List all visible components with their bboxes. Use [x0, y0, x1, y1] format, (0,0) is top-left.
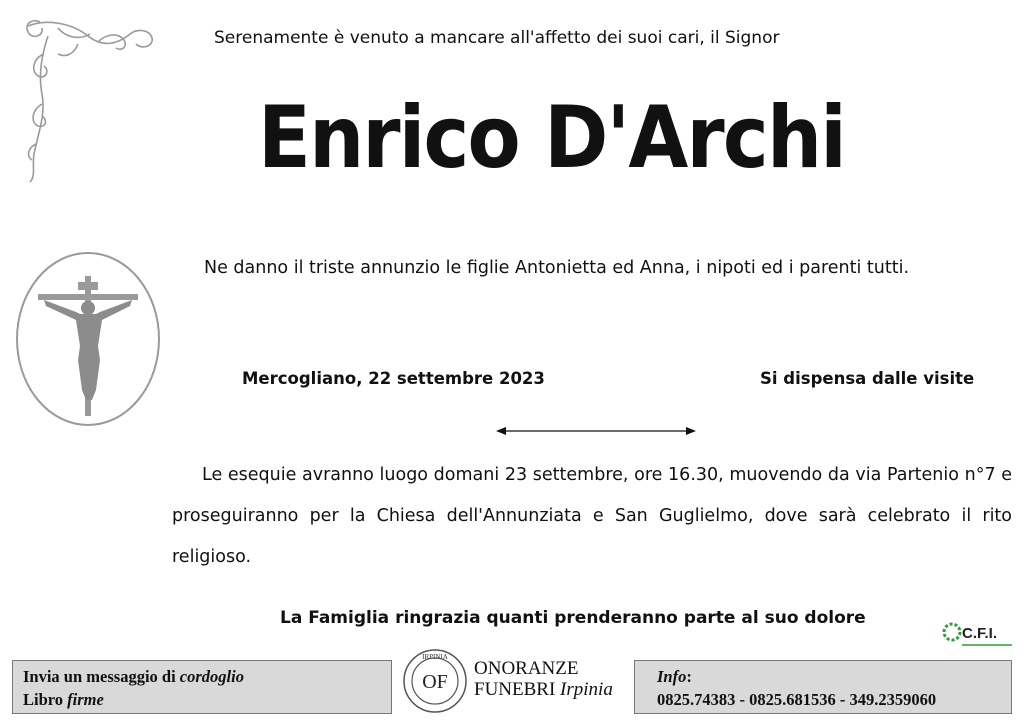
thanks-text: La Famiglia ringrazia quanti prenderanno parte al suo dolore: [280, 608, 866, 628]
info-label: [657, 665, 989, 688]
intro-text: Serenamente è venuto a mancare all'affetto dei suoi cari, il Signor: [214, 28, 780, 48]
company-name: [474, 658, 613, 700]
deceased-name: Enrico D'Archi: [258, 88, 846, 188]
book-prefix: Libro: [23, 690, 68, 709]
phone-numbers[interactable]: 0825.74383 - 0825.681536 - 349.2359060: [657, 690, 937, 709]
company-line-2-prefix: FUNEBRI: [474, 679, 561, 700]
company-logo-icon: [402, 648, 468, 714]
condolence-prefix: Invia un messaggio di: [23, 667, 180, 686]
book-word: firme: [67, 690, 104, 709]
announcement-text: Ne danno il triste annunzio le figlie Antonietta ed Anna, i nipoti ed i parenti tutti.: [204, 258, 910, 278]
place-date: Mercogliano, 22 settembre 2023: [242, 369, 545, 388]
company-line-2: [474, 679, 613, 700]
company-line-1: ONORANZE: [474, 658, 579, 679]
logo-monogram: OF: [422, 671, 448, 693]
cfi-logo: [940, 620, 1016, 650]
visits-note: Si dispensa dalle visite: [760, 369, 975, 388]
info-label-word: Info: [657, 667, 687, 686]
condolence-word: cordoglio: [179, 667, 244, 686]
cfi-logo-text: C.F.I.: [962, 625, 998, 642]
company-line-2-word: Irpinia: [560, 679, 613, 700]
funeral-details: Le esequie avranno luogo domani 23 settembre, ore 16.30, muovendo da via Partenio n°7 e proseguiranno per la Chiesa dell'Annunziata e San Guglielmo, dove sarà celebrato il rito religioso.: [172, 465, 1012, 567]
double-arrow-icon: [494, 423, 698, 439]
info-box: [634, 660, 1012, 714]
condolence-link[interactable]: [23, 665, 381, 688]
crucifix-icon: [14, 250, 162, 428]
logo-ring-text: IRPINIA: [422, 653, 448, 661]
condolence-box[interactable]: [12, 660, 392, 714]
guestbook-link[interactable]: [23, 688, 381, 711]
info-label-colon: :: [686, 667, 692, 686]
corner-ornament-icon: [18, 14, 158, 189]
